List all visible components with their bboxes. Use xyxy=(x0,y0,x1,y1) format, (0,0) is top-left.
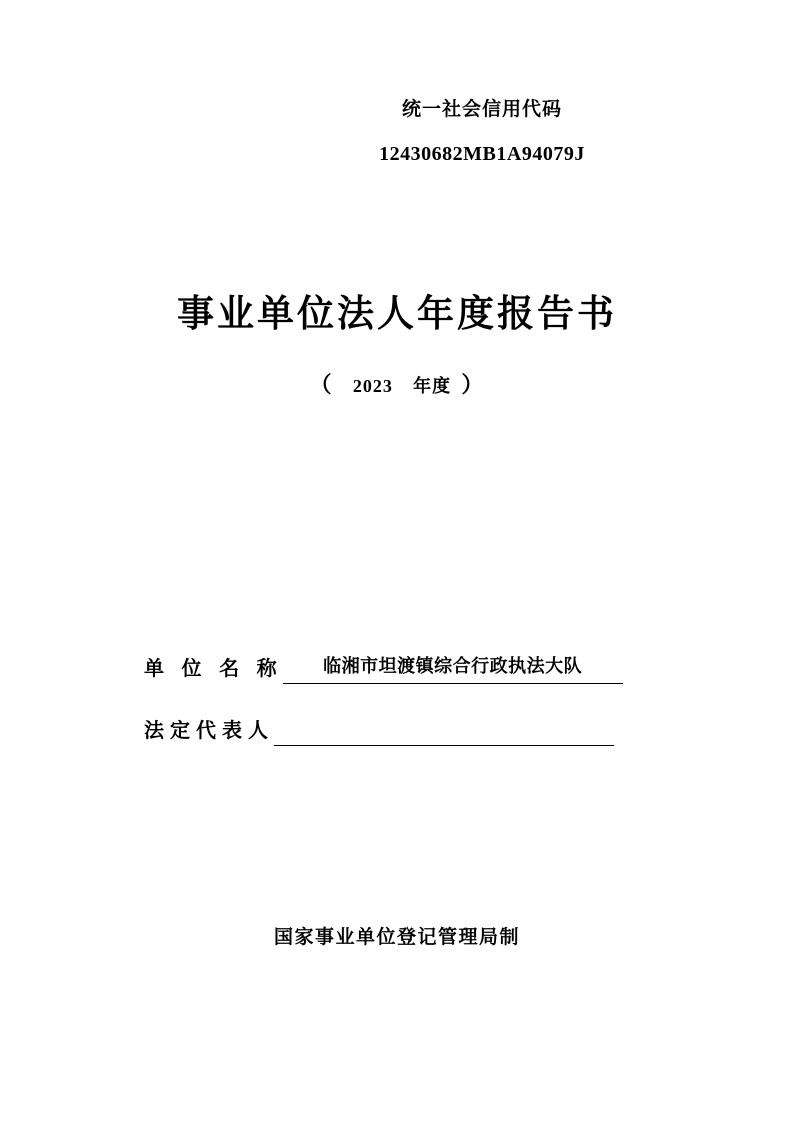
legal-representative-value[interactable] xyxy=(274,717,614,746)
unit-name-value[interactable]: 临湘市坦渡镇综合行政执法大队 xyxy=(283,655,623,684)
paren-open: （ xyxy=(309,372,333,397)
legal-representative-label: 法定代表人 xyxy=(144,720,274,742)
issuer-footer: 国家事业单位登记管理局制 xyxy=(273,927,520,948)
paren-close: ） xyxy=(461,372,485,397)
credit-code-value: 12430682MB1A94079J xyxy=(379,142,585,165)
credit-code-label: 统一社会信用代码 xyxy=(401,99,562,120)
field-row-legal-representative xyxy=(0,714,794,746)
credit-code-block xyxy=(0,96,794,166)
field-list xyxy=(0,652,794,776)
report-year-line xyxy=(0,368,794,399)
unit-name-label: 单 位 名 称 xyxy=(144,658,283,680)
report-year-value: 2023 xyxy=(352,376,393,396)
page-title: 事业单位法人年度报告书 xyxy=(177,293,617,334)
report-year-unit: 年度 xyxy=(413,376,452,396)
field-row-unit-name xyxy=(0,652,794,684)
